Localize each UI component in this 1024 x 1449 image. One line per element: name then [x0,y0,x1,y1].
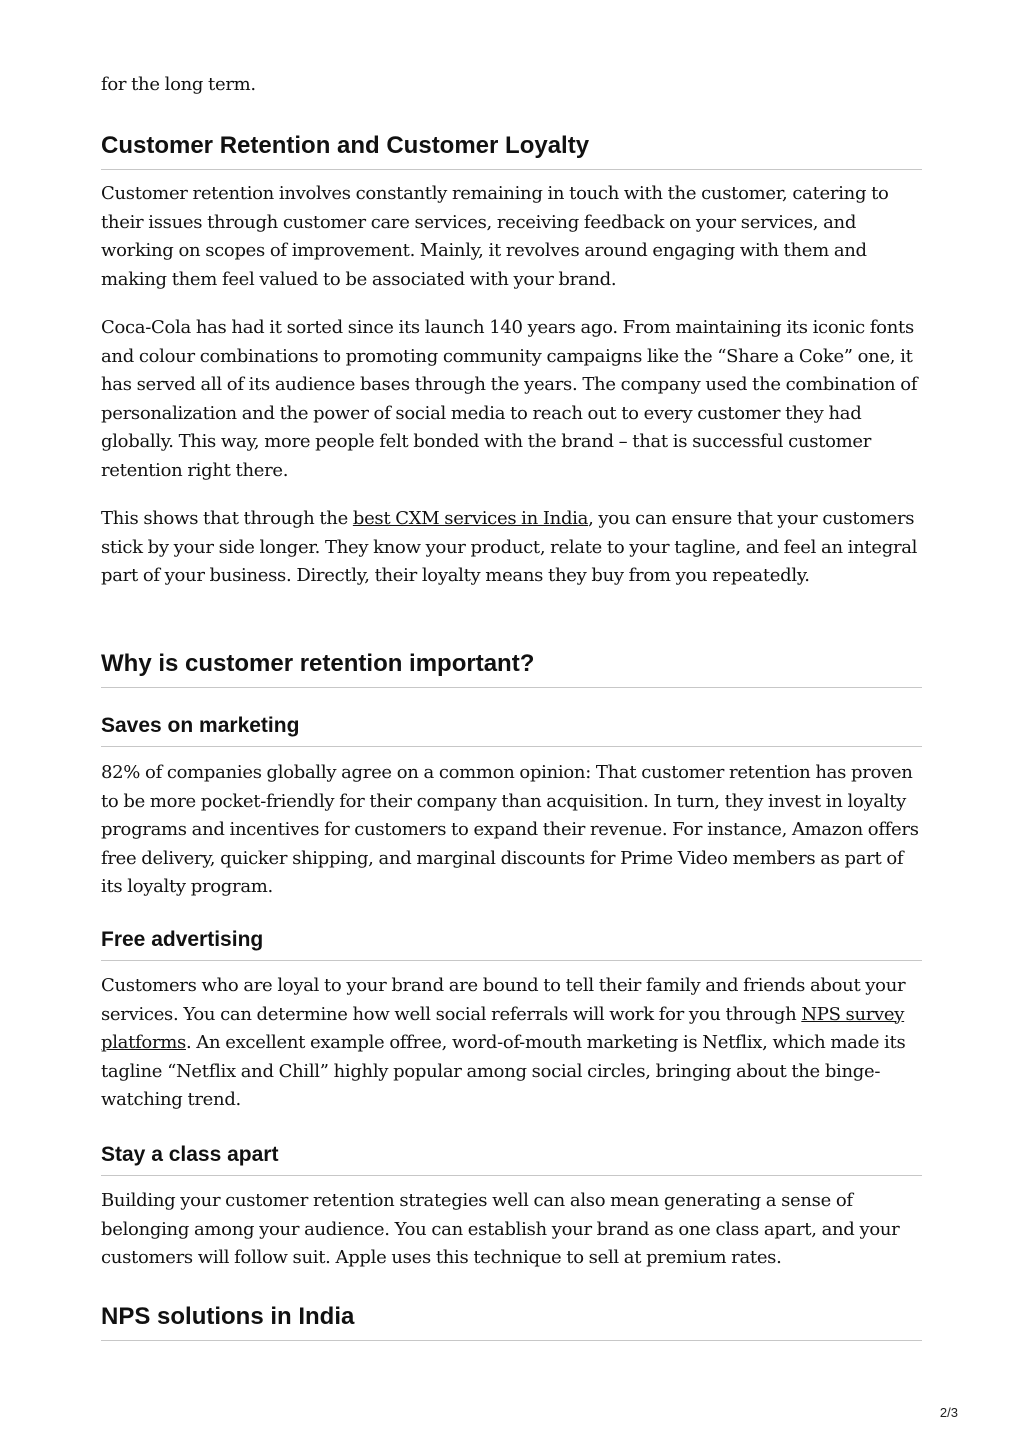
link-nps-survey-platforms[interactable]: NPS survey platforms [101,1003,905,1053]
paragraph-text-after-link: , you can ensure that your customers stick by your side longer. They know your product, relate to your tagline, and feel an integral part of your business. Directly, their loyalty means they buy from you repeatedly. [101,508,918,586]
subheading-saves-on-marketing: Saves on marketing [101,713,922,747]
paragraph-coca-cola: Coca-Cola has had it sorted since its launch 140 years ago. From maintaining its iconic fonts and colour combinations to promoting community campaigns like the “Share a Coke” one, it has served all of its audience bases through the years. The company used the combination of personalization and the power of social media to reach out to every customer they had globally. This way, more people felt bonded with the brand – that is successful customer retention right there. [101,317,918,481]
paragraph-saves-on-marketing: 82% of companies globally agree on a common opinion: That customer retention has proven to be more pocket-friendly for their company than acquisition. In turn, they invest in loyalty programs and incentives for customers to expand their revenue. For instance, Amazon offers free delivery, quicker shipping, and marginal discounts for Prime Video members as part of its loyalty program. [101,762,919,897]
paragraph-cxm-services [101,505,922,591]
paragraph-retention-definition: Customer retention involves constantly remaining in touch with the customer, catering to their issues through customer care services, receiving feedback on your services, and working on scopes of improvement. Mainly, it revolves around engaging with them and making them feel valued to be associated with your brand. [101,183,889,290]
link-best-cxm-services[interactable]: best CXM services in India [352,508,589,529]
paragraph-text-before-link: Customers who are loyal to your brand are bound to tell their family and friends about your services. You can determine how well social referrals will work for you through [101,975,906,1025]
subheading-stay-a-class-apart: Stay a class apart [101,1142,922,1176]
heading-customer-retention-loyalty: Customer Retention and Customer Loyalty [101,131,922,170]
intro-tail-paragraph: for the long term. [101,74,256,95]
paragraph-text-after-link: . An excellent example offree, word-of-mouth marketing is Netflix, which made its tagline “Netflix and Chill” highly popular among social circles, bringing about the binge-watching trend. [101,1032,906,1110]
heading-why-retention-important: Why is customer retention important? [101,649,922,688]
subheading-free-advertising: Free advertising [101,927,922,961]
heading-nps-solutions-india: NPS solutions in India [101,1302,922,1341]
paragraph-stay-a-class-apart: Building your customer retention strategies well can also mean generating a sense of belonging among your audience. You can establish your brand as one class apart, and your customers will follow suit. Apple uses this technique to sell at premium rates. [101,1190,900,1268]
page-number: 2/3 [939,1405,958,1420]
paragraph-text-before-link: This shows that through the [101,508,353,529]
paragraph-free-advertising [101,972,922,1115]
